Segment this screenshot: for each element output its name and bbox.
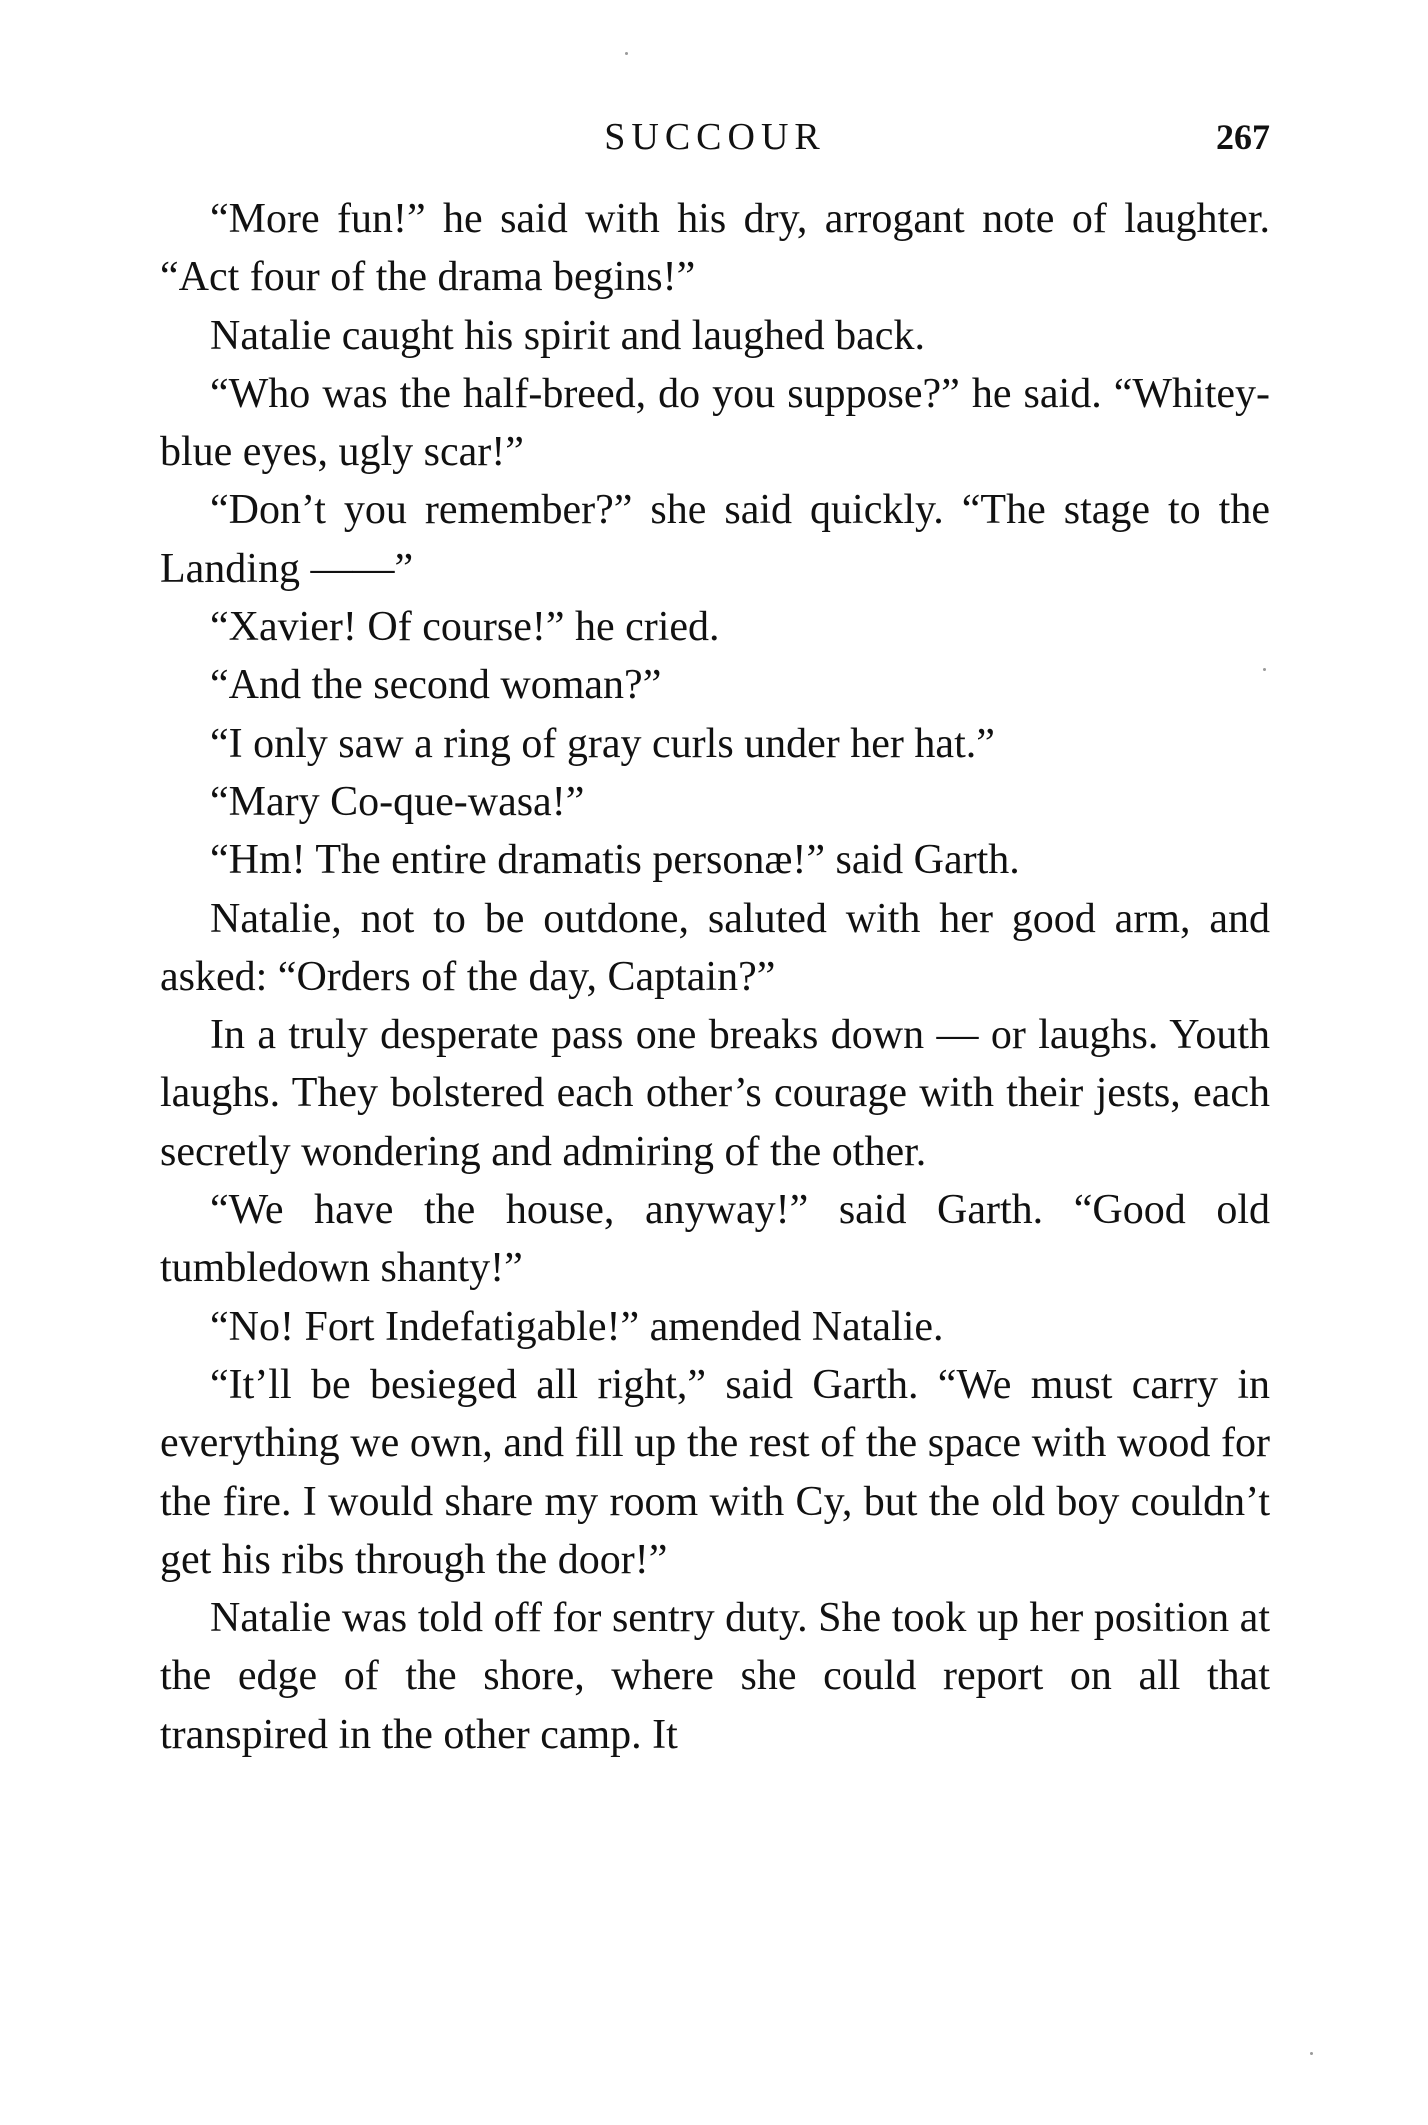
- paragraph: “Hm! The entire dramatis personæ!” said Garth.: [210, 837, 1020, 884]
- paragraph: “Xavier! Of course!” he cried.: [210, 604, 720, 651]
- paragraph: “Mary Co-que-wasa!”: [210, 778, 585, 825]
- running-head: [160, 112, 1270, 162]
- paragraph: “I only saw a ring of gray curls under her hat.”: [210, 720, 995, 767]
- paragraph: “And the second woman?”: [210, 662, 662, 709]
- paragraph: “Don’t you remember?” she said quickly. “The stage to the Landing ——”: [160, 487, 1270, 592]
- paragraph: Natalie was told off for sentry duty. She took up her position at the edge of the shore, where she could report on all that transpired in the other camp. It: [160, 1595, 1270, 1758]
- paragraph: “It’ll be besieged all right,” said Garth. “We must carry in everything we own, and fill up the rest of the space with wood for the fire. I would share my room with Cy, but the old boy couldn’t get his ribs through the door!”: [160, 1361, 1270, 1583]
- paragraph: “We have the house, anyway!” said Garth. “Good old tumbledown shanty!”: [160, 1187, 1270, 1292]
- paragraph: Natalie, not to be outdone, saluted with her good arm, and asked: “Orders of the day, Captain?”: [160, 895, 1270, 1000]
- paragraph: Natalie caught his spirit and laughed back.: [210, 312, 925, 359]
- paragraph: “No! Fort Indefatigable!” amended Natalie.: [210, 1303, 944, 1350]
- page-number: 267: [1216, 117, 1270, 157]
- scan-speck: [625, 52, 628, 55]
- paragraph: “Who was the half-breed, do you suppose?” he said. “Whitey-blue eyes, ugly scar!”: [160, 370, 1270, 476]
- paragraph: In a truly desperate pass one breaks down — or laughs. Youth laughs. They bolstered each other’s courage with their jests, each secretly wondering and admiring of the other.: [160, 1012, 1270, 1175]
- scan-speck: [1310, 2052, 1313, 2055]
- paragraph: “More fun!” he said with his dry, arrogant note of laughter. “Act four of the drama begins!”: [160, 196, 1270, 301]
- body-text: [160, 190, 1270, 1764]
- running-title: SUCCOUR: [604, 116, 826, 158]
- scan-speck: [1263, 668, 1266, 671]
